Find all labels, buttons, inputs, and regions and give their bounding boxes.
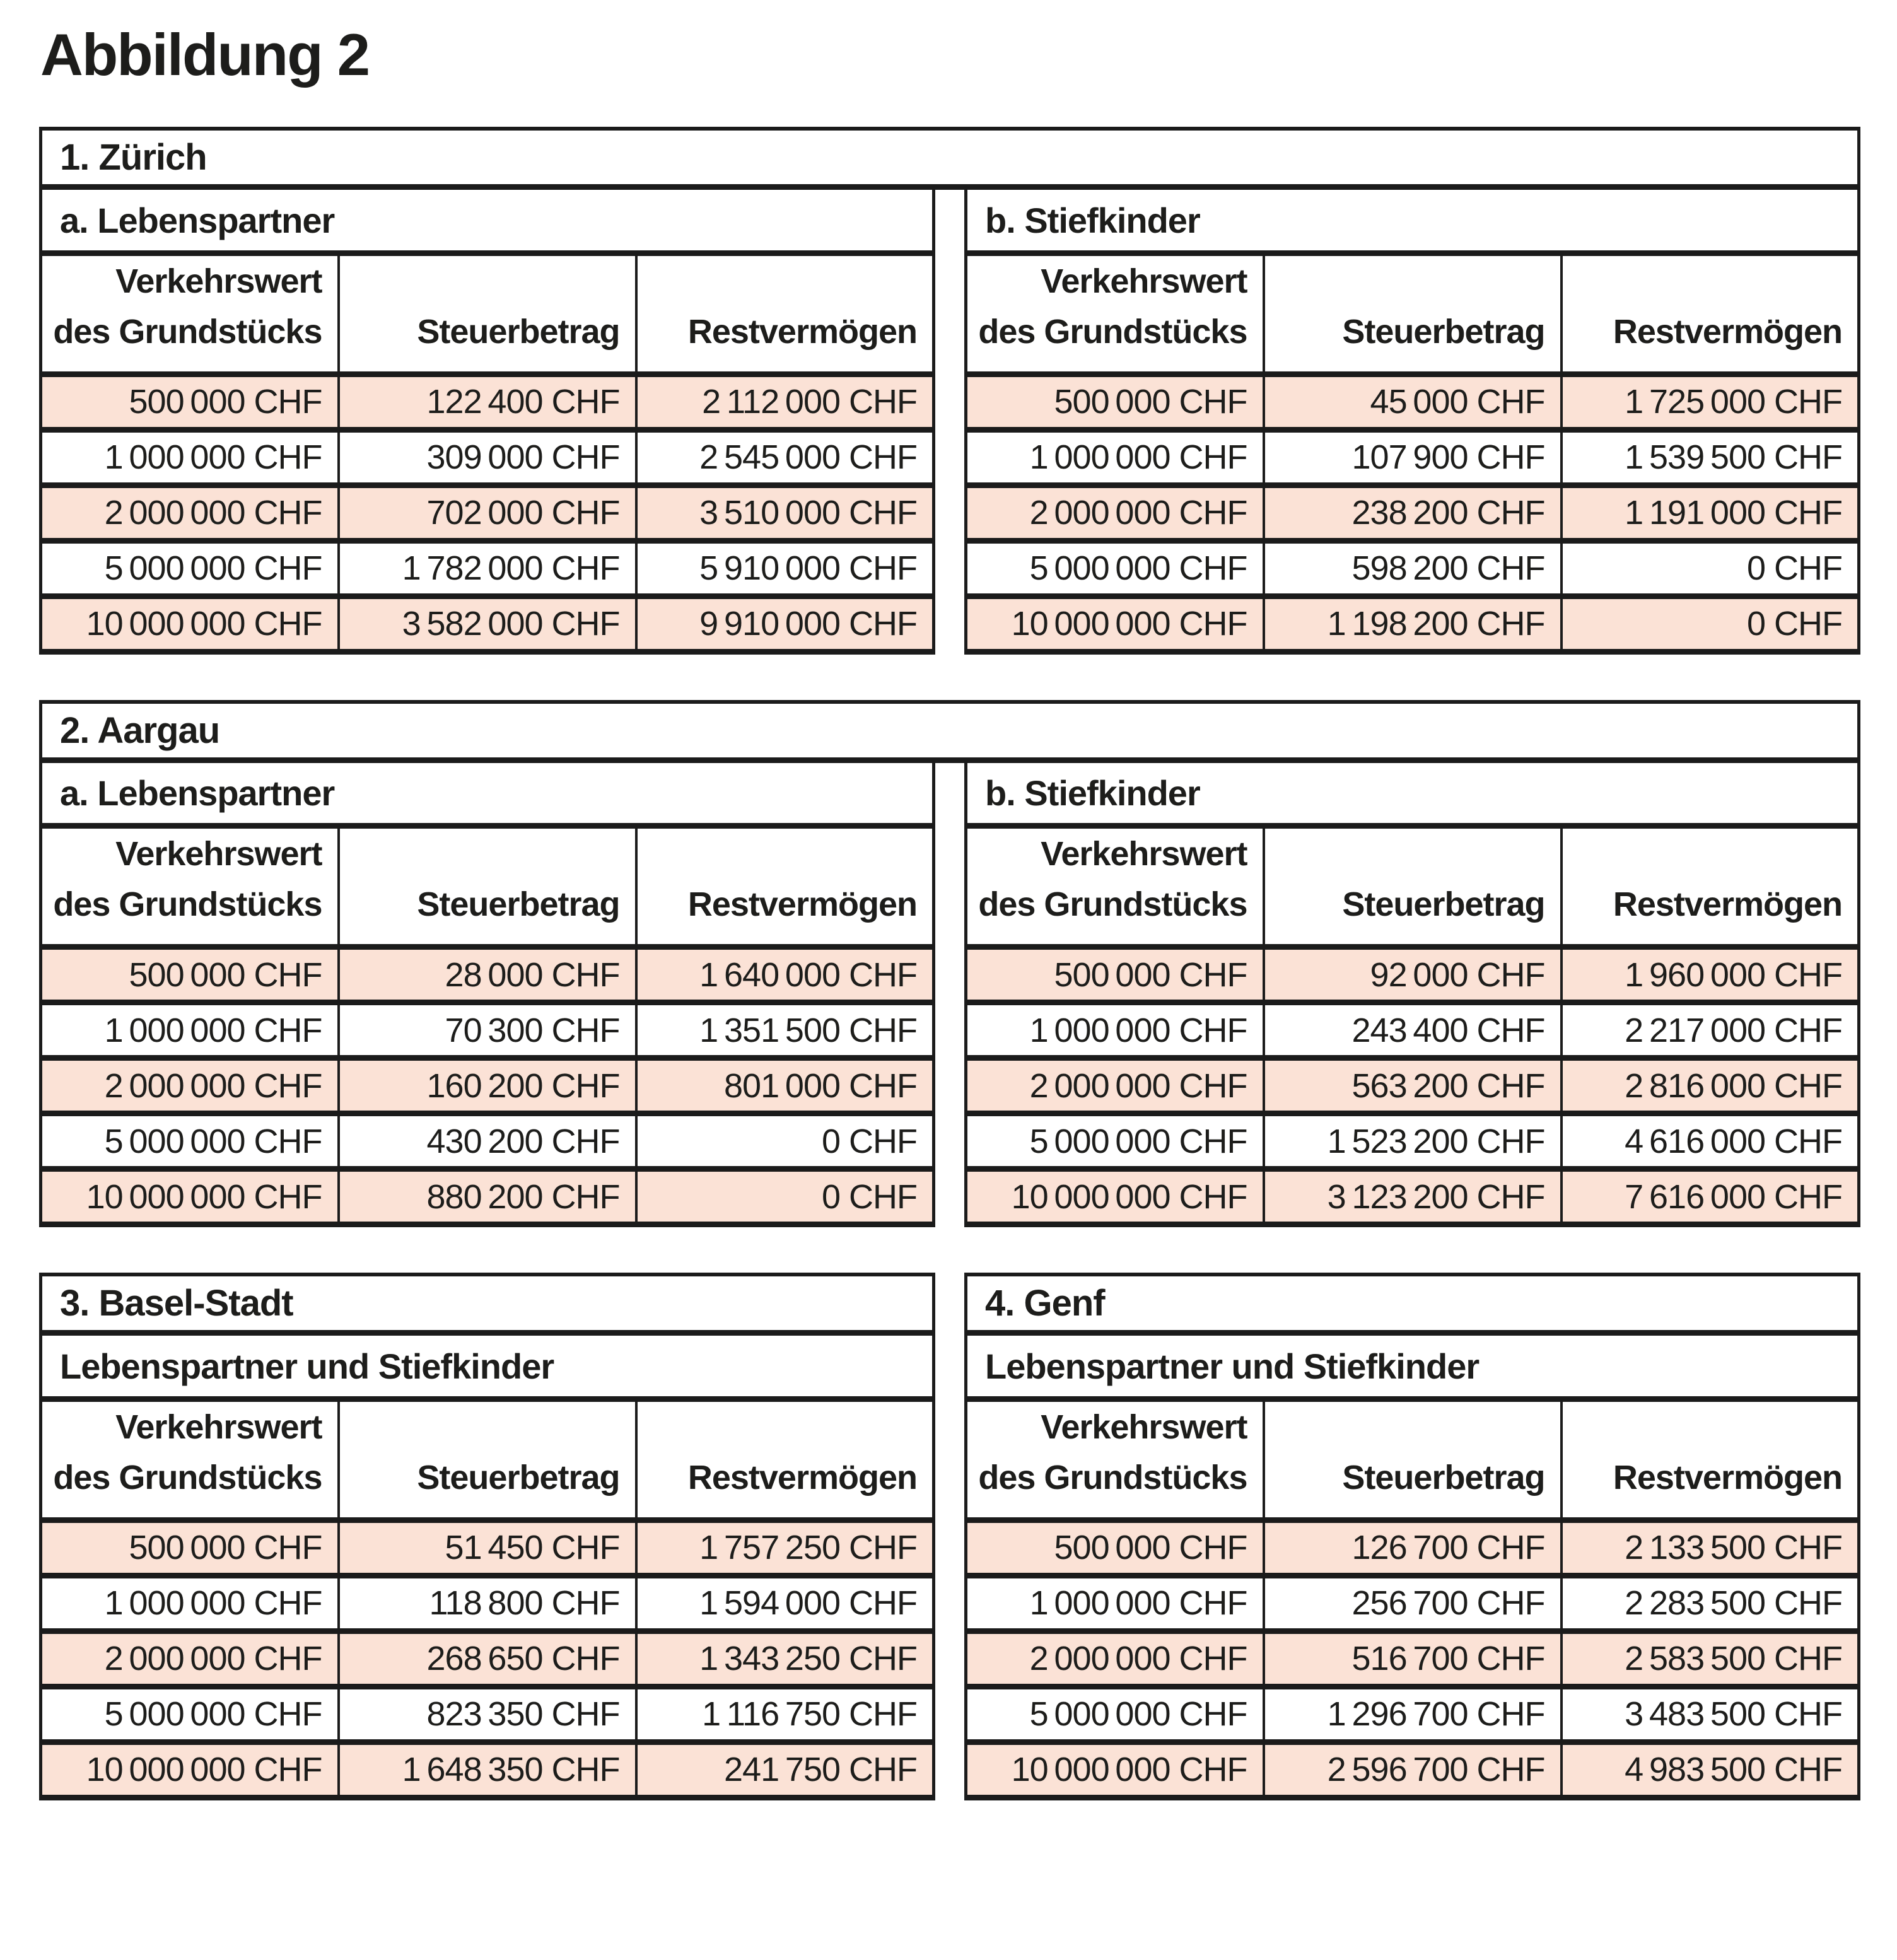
table-cell: 1 782 000 CHF (339, 540, 636, 596)
table-cell: 2 545 000 CHF (636, 429, 934, 485)
data-row-basel-stadt-0 (41, 1520, 934, 1575)
table-cell: 2 283 500 CHF (1561, 1575, 1859, 1631)
table-cell: 1 198 200 CHF (1264, 596, 1561, 651)
table-cell: 1 757 250 CHF (636, 1520, 934, 1575)
table-cell: 4 983 500 CHF (1561, 1742, 1859, 1797)
table-cell: 1 000 000 CHF (966, 1575, 1264, 1631)
table-block-zuerich-stiefkinder (964, 190, 1860, 655)
data-row-zuerich-stiefkinder-1 (966, 429, 1859, 485)
tables-row-basel-genf (39, 1273, 1860, 1800)
column-header-steuerbetrag: Steuerbetrag (339, 253, 636, 374)
table-cell: 880 200 CHF (339, 1169, 636, 1225)
table-cell: 1 648 350 CHF (339, 1742, 636, 1797)
table-cell: 2 816 000 CHF (1561, 1058, 1859, 1114)
column-header-restvermoegen: Restvermögen (636, 253, 934, 374)
table-cell: 5 000 000 CHF (966, 1114, 1264, 1169)
table-block-basel-stadt (39, 1273, 935, 1800)
subheader-row-aargau-stiefkinder (966, 763, 1859, 826)
table-subheader: b. Stiefkinder (966, 190, 1859, 253)
table-cell: 2 112 000 CHF (636, 374, 934, 429)
table-cell: 2 596 700 CHF (1264, 1742, 1561, 1797)
table-cell: 1 000 000 CHF (41, 429, 339, 485)
column-header-row-genf (966, 1399, 1859, 1520)
table-cell: 10 000 000 CHF (966, 1742, 1264, 1797)
table-cell: 10 000 000 CHF (966, 1169, 1264, 1225)
data-row-basel-stadt-4 (41, 1742, 934, 1797)
data-row-zuerich-lebenspartner-3 (41, 540, 934, 596)
column-header-restvermoegen: Restvermögen (636, 826, 934, 947)
table-cell: 256 700 CHF (1264, 1575, 1561, 1631)
column-header-row-aargau-lebenspartner (41, 826, 934, 947)
column-header-steuerbetrag: Steuerbetrag (1264, 253, 1561, 374)
canton-table-basel-stadt (39, 1336, 935, 1800)
column-header-restvermoegen: Restvermögen (636, 1399, 934, 1520)
table-cell: 122 400 CHF (339, 374, 636, 429)
table-cell: 0 CHF (1561, 540, 1859, 596)
table-cell: 5 000 000 CHF (41, 1114, 339, 1169)
canton-table-zuerich-stiefkinder (964, 190, 1860, 655)
table-cell: 1 343 250 CHF (636, 1631, 934, 1686)
data-row-aargau-stiefkinder-2 (966, 1058, 1859, 1114)
table-subheader: b. Stiefkinder (966, 763, 1859, 826)
table-cell: 0 CHF (636, 1169, 934, 1225)
column-header-steuerbetrag: Steuerbetrag (1264, 826, 1561, 947)
column-header-row-aargau-stiefkinder (966, 826, 1859, 947)
table-cell: 0 CHF (636, 1114, 934, 1169)
column-header-line1: Verkehrswert (1041, 835, 1247, 873)
table-cell: 3 510 000 CHF (636, 485, 934, 540)
table-block-genf (964, 1273, 1860, 1800)
table-cell: 107 900 CHF (1264, 429, 1561, 485)
table-cell: 1 191 000 CHF (1561, 485, 1859, 540)
table-cell: 563 200 CHF (1264, 1058, 1561, 1114)
column-header-row-basel-stadt (41, 1399, 934, 1520)
table-cell: 1 000 000 CHF (41, 1575, 339, 1631)
table-cell: 268 650 CHF (339, 1631, 636, 1686)
table-cell: 10 000 000 CHF (966, 596, 1264, 651)
table-cell: 1 116 750 CHF (636, 1686, 934, 1742)
data-row-genf-1 (966, 1575, 1859, 1631)
subheader-row-basel-stadt (41, 1336, 934, 1399)
table-cell: 500 000 CHF (41, 1520, 339, 1575)
table-block-zuerich-lebenspartner (39, 190, 935, 655)
table-subheader: a. Lebenspartner (41, 190, 934, 253)
subheader-row-zuerich-lebenspartner (41, 190, 934, 253)
data-row-basel-stadt-3 (41, 1686, 934, 1742)
table-subheader: a. Lebenspartner (41, 763, 934, 826)
column-header-row-zuerich-stiefkinder (966, 253, 1859, 374)
column-header-verkehrswert (966, 1399, 1264, 1520)
table-subheader: Lebenspartner und Stiefkinder (966, 1336, 1859, 1399)
table-cell: 1 351 500 CHF (636, 1003, 934, 1058)
data-row-aargau-stiefkinder-1 (966, 1003, 1859, 1058)
column-header-line1: Verkehrswert (115, 835, 322, 873)
section-header-aargau: 2. Aargau (39, 700, 1860, 763)
data-row-zuerich-lebenspartner-1 (41, 429, 934, 485)
column-header-line2: des Grundstücks (978, 1458, 1247, 1496)
table-cell: 92 000 CHF (1264, 947, 1561, 1003)
data-row-aargau-lebenspartner-2 (41, 1058, 934, 1114)
data-row-aargau-stiefkinder-4 (966, 1169, 1859, 1225)
table-cell: 10 000 000 CHF (41, 1742, 339, 1797)
subheader-row-genf (966, 1336, 1859, 1399)
table-cell: 5 000 000 CHF (41, 1686, 339, 1742)
data-row-basel-stadt-1 (41, 1575, 934, 1631)
column-header-line2: des Grundstücks (978, 312, 1247, 351)
data-row-genf-4 (966, 1742, 1859, 1797)
section-header-genf: 4. Genf (964, 1273, 1860, 1336)
column-header-verkehrswert (41, 253, 339, 374)
table-cell: 4 616 000 CHF (1561, 1114, 1859, 1169)
table-cell: 5 910 000 CHF (636, 540, 934, 596)
table-cell: 1 640 000 CHF (636, 947, 934, 1003)
table-cell: 2 000 000 CHF (966, 1058, 1264, 1114)
table-cell: 516 700 CHF (1264, 1631, 1561, 1686)
column-header-line2: des Grundstücks (53, 885, 322, 924)
column-header-restvermoegen: Restvermögen (1561, 253, 1859, 374)
data-row-aargau-lebenspartner-3 (41, 1114, 934, 1169)
table-cell: 598 200 CHF (1264, 540, 1561, 596)
data-row-aargau-lebenspartner-4 (41, 1169, 934, 1225)
column-header-row-zuerich-lebenspartner (41, 253, 934, 374)
table-cell: 2 133 500 CHF (1561, 1520, 1859, 1575)
data-row-zuerich-stiefkinder-3 (966, 540, 1859, 596)
column-header-verkehrswert (966, 826, 1264, 947)
section-basel-genf (39, 1273, 1860, 1800)
data-row-aargau-stiefkinder-3 (966, 1114, 1859, 1169)
table-cell: 5 000 000 CHF (41, 540, 339, 596)
table-cell: 238 200 CHF (1264, 485, 1561, 540)
column-header-steuerbetrag: Steuerbetrag (339, 1399, 636, 1520)
table-cell: 2 000 000 CHF (41, 1058, 339, 1114)
table-cell: 0 CHF (1561, 596, 1859, 651)
tables-row-zuerich (39, 190, 1860, 655)
table-cell: 3 483 500 CHF (1561, 1686, 1859, 1742)
table-cell: 2 000 000 CHF (966, 1631, 1264, 1686)
table-cell: 500 000 CHF (41, 374, 339, 429)
table-cell: 1 000 000 CHF (966, 1003, 1264, 1058)
table-cell: 1 296 700 CHF (1264, 1686, 1561, 1742)
column-header-restvermoegen: Restvermögen (1561, 1399, 1859, 1520)
table-cell: 1 594 000 CHF (636, 1575, 934, 1631)
table-cell: 3 582 000 CHF (339, 596, 636, 651)
data-row-genf-0 (966, 1520, 1859, 1575)
section-aargau (39, 700, 1860, 1228)
data-row-genf-2 (966, 1631, 1859, 1686)
data-row-aargau-stiefkinder-0 (966, 947, 1859, 1003)
data-row-basel-stadt-2 (41, 1631, 934, 1686)
column-header-line2: des Grundstücks (53, 312, 322, 351)
table-cell: 160 200 CHF (339, 1058, 636, 1114)
table-cell: 801 000 CHF (636, 1058, 934, 1114)
column-header-line1: Verkehrswert (115, 1408, 322, 1446)
table-cell: 823 350 CHF (339, 1686, 636, 1742)
canton-table-zuerich-lebenspartner (39, 190, 935, 655)
table-cell: 1 000 000 CHF (966, 429, 1264, 485)
table-cell: 5 000 000 CHF (966, 1686, 1264, 1742)
table-cell: 70 300 CHF (339, 1003, 636, 1058)
table-cell: 2 217 000 CHF (1561, 1003, 1859, 1058)
data-row-zuerich-stiefkinder-2 (966, 485, 1859, 540)
canton-table-aargau-stiefkinder (964, 763, 1860, 1228)
table-cell: 500 000 CHF (966, 1520, 1264, 1575)
data-row-zuerich-lebenspartner-4 (41, 596, 934, 651)
section-zuerich (39, 127, 1860, 655)
subheader-row-aargau-lebenspartner (41, 763, 934, 826)
table-cell: 118 800 CHF (339, 1575, 636, 1631)
column-header-line1: Verkehrswert (115, 262, 322, 300)
column-header-verkehrswert (41, 1399, 339, 1520)
table-cell: 1 000 000 CHF (41, 1003, 339, 1058)
column-header-verkehrswert (966, 253, 1264, 374)
data-row-aargau-lebenspartner-1 (41, 1003, 934, 1058)
column-header-line1: Verkehrswert (1041, 1408, 1247, 1446)
table-block-aargau-lebenspartner (39, 763, 935, 1228)
table-cell: 1 725 000 CHF (1561, 374, 1859, 429)
table-cell: 10 000 000 CHF (41, 596, 339, 651)
table-cell: 430 200 CHF (339, 1114, 636, 1169)
table-cell: 500 000 CHF (966, 374, 1264, 429)
table-cell: 1 523 200 CHF (1264, 1114, 1561, 1169)
canton-table-genf (964, 1336, 1860, 1800)
table-cell: 45 000 CHF (1264, 374, 1561, 429)
table-block-aargau-stiefkinder (964, 763, 1860, 1228)
table-cell: 702 000 CHF (339, 485, 636, 540)
section-header-basel-stadt: 3. Basel-Stadt (39, 1273, 935, 1336)
tables-row-aargau (39, 763, 1860, 1228)
table-cell: 51 450 CHF (339, 1520, 636, 1575)
section-header-zuerich: 1. Zürich (39, 127, 1860, 190)
data-row-zuerich-lebenspartner-2 (41, 485, 934, 540)
column-header-verkehrswert (41, 826, 339, 947)
table-cell: 28 000 CHF (339, 947, 636, 1003)
data-row-zuerich-lebenspartner-0 (41, 374, 934, 429)
data-row-zuerich-stiefkinder-0 (966, 374, 1859, 429)
table-cell: 309 000 CHF (339, 429, 636, 485)
sections-container (39, 127, 1860, 1800)
data-row-zuerich-stiefkinder-4 (966, 596, 1859, 651)
data-row-genf-3 (966, 1686, 1859, 1742)
figure-title: Abbildung 2 (40, 21, 370, 88)
column-header-line1: Verkehrswert (1041, 262, 1247, 300)
table-subheader: Lebenspartner und Stiefkinder (41, 1336, 934, 1399)
table-cell: 5 000 000 CHF (966, 540, 1264, 596)
table-cell: 2 000 000 CHF (41, 485, 339, 540)
table-cell: 500 000 CHF (966, 947, 1264, 1003)
table-cell: 3 123 200 CHF (1264, 1169, 1561, 1225)
table-cell: 10 000 000 CHF (41, 1169, 339, 1225)
column-header-steuerbetrag: Steuerbetrag (339, 826, 636, 947)
table-cell: 7 616 000 CHF (1561, 1169, 1859, 1225)
table-cell: 9 910 000 CHF (636, 596, 934, 651)
table-cell: 241 750 CHF (636, 1742, 934, 1797)
column-header-restvermoegen: Restvermögen (1561, 826, 1859, 947)
table-cell: 126 700 CHF (1264, 1520, 1561, 1575)
subheader-row-zuerich-stiefkinder (966, 190, 1859, 253)
table-cell: 2 000 000 CHF (966, 485, 1264, 540)
column-header-line2: des Grundstücks (53, 1458, 322, 1496)
table-cell: 1 539 500 CHF (1561, 429, 1859, 485)
canton-table-aargau-lebenspartner (39, 763, 935, 1228)
table-cell: 1 960 000 CHF (1561, 947, 1859, 1003)
data-row-aargau-lebenspartner-0 (41, 947, 934, 1003)
table-cell: 2 583 500 CHF (1561, 1631, 1859, 1686)
column-header-steuerbetrag: Steuerbetrag (1264, 1399, 1561, 1520)
column-header-line2: des Grundstücks (978, 885, 1247, 924)
table-cell: 500 000 CHF (41, 947, 339, 1003)
table-cell: 243 400 CHF (1264, 1003, 1561, 1058)
table-cell: 2 000 000 CHF (41, 1631, 339, 1686)
